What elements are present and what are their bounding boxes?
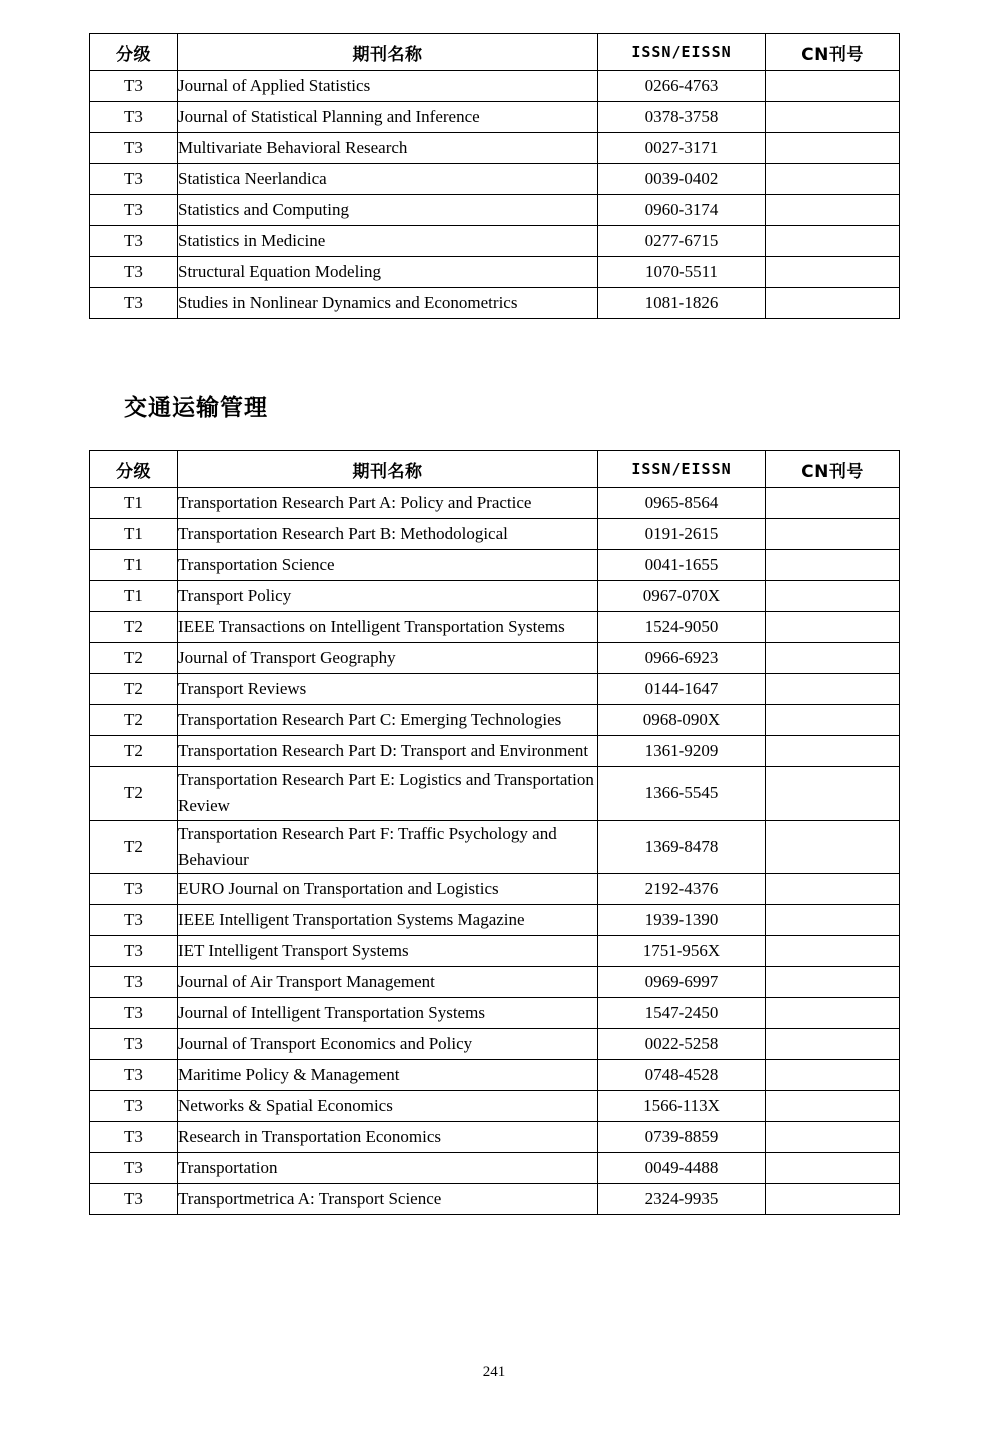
- cell-cn-number: [766, 102, 900, 133]
- cell-issn: 1524-9050: [598, 612, 766, 643]
- cell-rank: T3: [90, 998, 178, 1029]
- table-row: [90, 519, 900, 550]
- column-header-rank: 分级: [90, 451, 178, 488]
- table-row: [90, 195, 900, 226]
- section-title-transportation: 交通运输管理: [124, 395, 268, 421]
- cell-cn-number: [766, 550, 900, 581]
- cell-journal-name: Structural Equation Modeling: [178, 257, 598, 288]
- cell-journal-name: Transportation Science: [178, 550, 598, 581]
- title-table-spacer: [0, 422, 988, 450]
- table-row: [90, 1029, 900, 1060]
- page-number: 241: [482, 1364, 506, 1380]
- table-row: [90, 1091, 900, 1122]
- cell-rank: T2: [90, 643, 178, 674]
- table-row: [90, 612, 900, 643]
- table-row: [90, 998, 900, 1029]
- cell-journal-name: Statistics and Computing: [178, 195, 598, 226]
- cell-rank: T2: [90, 767, 178, 821]
- cell-journal-name: Networks & Spatial Economics: [178, 1091, 598, 1122]
- cell-cn-number: [766, 612, 900, 643]
- table-row: [90, 874, 900, 905]
- table-body: [90, 488, 900, 1215]
- column-header-cn-number: CN刊号: [766, 451, 900, 488]
- cell-issn: 1366-5545: [598, 767, 766, 821]
- cell-issn: 0144-1647: [598, 674, 766, 705]
- cell-cn-number: [766, 874, 900, 905]
- cell-cn-number: [766, 226, 900, 257]
- cell-rank: T3: [90, 1122, 178, 1153]
- cell-issn: 1369-8478: [598, 820, 766, 874]
- cell-rank: T3: [90, 1184, 178, 1215]
- top-spacer: [0, 0, 988, 33]
- cell-issn: 1566-113X: [598, 1091, 766, 1122]
- column-header-issn: ISSN/EISSN: [598, 34, 766, 71]
- cell-journal-name: Maritime Policy & Management: [178, 1060, 598, 1091]
- cell-rank: T3: [90, 164, 178, 195]
- cell-rank: T2: [90, 705, 178, 736]
- cell-issn: 0266-4763: [598, 71, 766, 102]
- table-row: [90, 71, 900, 102]
- cell-rank: T3: [90, 1060, 178, 1091]
- table-row: [90, 133, 900, 164]
- table-row: [90, 905, 900, 936]
- cell-cn-number: [766, 820, 900, 874]
- cell-issn: 1939-1390: [598, 905, 766, 936]
- cell-journal-name: Transportmetrica A: Transport Science: [178, 1184, 598, 1215]
- cell-rank: T1: [90, 581, 178, 612]
- cell-rank: T3: [90, 195, 178, 226]
- table-body: [90, 71, 900, 319]
- cell-cn-number: [766, 1060, 900, 1091]
- column-header-journal-name: 期刊名称: [178, 34, 598, 71]
- cell-journal-name: Transportation: [178, 1153, 598, 1184]
- cell-journal-name: Transportation Research Part C: Emerging Technologies: [178, 705, 598, 736]
- cell-cn-number: [766, 1184, 900, 1215]
- cell-journal-name: Statistica Neerlandica: [178, 164, 598, 195]
- cell-cn-number: [766, 1029, 900, 1060]
- cell-rank: T3: [90, 102, 178, 133]
- cell-cn-number: [766, 1153, 900, 1184]
- table-row: [90, 550, 900, 581]
- table-header-row: [90, 451, 900, 488]
- cell-cn-number: [766, 195, 900, 226]
- cell-issn: 0968-090X: [598, 705, 766, 736]
- column-header-journal-name: 期刊名称: [178, 451, 598, 488]
- cell-rank: T2: [90, 820, 178, 874]
- cell-cn-number: [766, 936, 900, 967]
- cell-issn: 2192-4376: [598, 874, 766, 905]
- cell-issn: 2324-9935: [598, 1184, 766, 1215]
- cell-rank: T3: [90, 1091, 178, 1122]
- table-row: [90, 488, 900, 519]
- table-row: [90, 736, 900, 767]
- column-header-issn: ISSN/EISSN: [598, 451, 766, 488]
- cell-issn: 1081-1826: [598, 288, 766, 319]
- cell-issn: 1547-2450: [598, 998, 766, 1029]
- cell-cn-number: [766, 519, 900, 550]
- cell-issn: 0022-5258: [598, 1029, 766, 1060]
- cell-rank: T2: [90, 612, 178, 643]
- table-row: [90, 1184, 900, 1215]
- cell-rank: T3: [90, 905, 178, 936]
- cell-issn: 0739-8859: [598, 1122, 766, 1153]
- cell-issn: 0378-3758: [598, 102, 766, 133]
- cell-cn-number: [766, 767, 900, 821]
- table-row: [90, 102, 900, 133]
- table-header-row: [90, 34, 900, 71]
- cell-journal-name: Transportation Research Part D: Transport and Environment: [178, 736, 598, 767]
- cell-cn-number: [766, 288, 900, 319]
- cell-issn: 0966-6923: [598, 643, 766, 674]
- cell-cn-number: [766, 705, 900, 736]
- section-spacer: [0, 319, 988, 389]
- cell-cn-number: [766, 1091, 900, 1122]
- cell-rank: T3: [90, 874, 178, 905]
- cell-issn: 0965-8564: [598, 488, 766, 519]
- cell-journal-name: Transport Policy: [178, 581, 598, 612]
- cell-rank: T3: [90, 1029, 178, 1060]
- cell-journal-name: Journal of Intelligent Transportation Systems: [178, 998, 598, 1029]
- transportation-journal-table-wrapper: [89, 450, 899, 1215]
- cell-issn: 0277-6715: [598, 226, 766, 257]
- table-row: [90, 705, 900, 736]
- cell-issn: 0748-4528: [598, 1060, 766, 1091]
- table-row: [90, 1153, 900, 1184]
- cell-cn-number: [766, 736, 900, 767]
- table-row: [90, 1060, 900, 1091]
- cell-rank: T3: [90, 71, 178, 102]
- cell-cn-number: [766, 581, 900, 612]
- cell-journal-name: Journal of Transport Economics and Policy: [178, 1029, 598, 1060]
- cell-journal-name: Journal of Statistical Planning and Inference: [178, 102, 598, 133]
- cell-rank: T3: [90, 226, 178, 257]
- cell-rank: T3: [90, 967, 178, 998]
- cell-journal-name: IEEE Intelligent Transportation Systems Magazine: [178, 905, 598, 936]
- cell-issn: 0191-2615: [598, 519, 766, 550]
- cell-journal-name: IET Intelligent Transport Systems: [178, 936, 598, 967]
- table-row: [90, 288, 900, 319]
- cell-rank: T3: [90, 133, 178, 164]
- cell-rank: T1: [90, 519, 178, 550]
- cell-cn-number: [766, 674, 900, 705]
- cell-cn-number: [766, 905, 900, 936]
- cell-journal-name: Transportation Research Part F: Traffic Psychology and Behaviour: [178, 820, 598, 874]
- cell-journal-name: Transport Reviews: [178, 674, 598, 705]
- cell-journal-name: IEEE Transactions on Intelligent Transportation Systems: [178, 612, 598, 643]
- table-header: [90, 451, 900, 488]
- table-row: [90, 226, 900, 257]
- cell-cn-number: [766, 643, 900, 674]
- column-header-cn-number: CN刊号: [766, 34, 900, 71]
- table-row: [90, 164, 900, 195]
- cell-issn: 1361-9209: [598, 736, 766, 767]
- cell-issn: 0969-6997: [598, 967, 766, 998]
- cell-issn: 0039-0402: [598, 164, 766, 195]
- cell-cn-number: [766, 998, 900, 1029]
- cell-journal-name: Journal of Transport Geography: [178, 643, 598, 674]
- table-row: [90, 936, 900, 967]
- cell-rank: T2: [90, 674, 178, 705]
- column-header-rank: 分级: [90, 34, 178, 71]
- cell-cn-number: [766, 164, 900, 195]
- table-row: [90, 257, 900, 288]
- cell-journal-name: Research in Transportation Economics: [178, 1122, 598, 1153]
- cell-rank: T3: [90, 1153, 178, 1184]
- table-row: [90, 767, 900, 821]
- cell-issn: 1070-5511: [598, 257, 766, 288]
- cell-journal-name: Journal of Applied Statistics: [178, 71, 598, 102]
- cell-journal-name: Journal of Air Transport Management: [178, 967, 598, 998]
- cell-cn-number: [766, 133, 900, 164]
- transportation-journal-table: [89, 450, 900, 1215]
- statistics-journal-table-wrapper: [89, 33, 899, 319]
- cell-journal-name: EURO Journal on Transportation and Logistics: [178, 874, 598, 905]
- table-row: [90, 820, 900, 874]
- table-row: [90, 1122, 900, 1153]
- table-header: [90, 34, 900, 71]
- cell-journal-name: Transportation Research Part B: Methodological: [178, 519, 598, 550]
- cell-journal-name: Transportation Research Part A: Policy and Practice: [178, 488, 598, 519]
- cell-rank: T3: [90, 288, 178, 319]
- cell-issn: 0967-070X: [598, 581, 766, 612]
- cell-rank: T3: [90, 257, 178, 288]
- cell-issn: 0041-1655: [598, 550, 766, 581]
- cell-issn: 0960-3174: [598, 195, 766, 226]
- cell-journal-name: Statistics in Medicine: [178, 226, 598, 257]
- statistics-journal-table: [89, 33, 900, 319]
- table-row: [90, 967, 900, 998]
- table-row: [90, 674, 900, 705]
- table-row: [90, 581, 900, 612]
- cell-cn-number: [766, 71, 900, 102]
- cell-cn-number: [766, 967, 900, 998]
- cell-rank: T1: [90, 488, 178, 519]
- cell-cn-number: [766, 1122, 900, 1153]
- cell-issn: 0027-3171: [598, 133, 766, 164]
- cell-journal-name: Transportation Research Part E: Logistics and Transportation Review: [178, 767, 598, 821]
- cell-journal-name: Multivariate Behavioral Research: [178, 133, 598, 164]
- cell-rank: T3: [90, 936, 178, 967]
- cell-rank: T1: [90, 550, 178, 581]
- cell-journal-name: Studies in Nonlinear Dynamics and Econometrics: [178, 288, 598, 319]
- cell-issn: 0049-4488: [598, 1153, 766, 1184]
- table-row: [90, 643, 900, 674]
- cell-rank: T2: [90, 736, 178, 767]
- cell-cn-number: [766, 257, 900, 288]
- cell-issn: 1751-956X: [598, 936, 766, 967]
- cell-cn-number: [766, 488, 900, 519]
